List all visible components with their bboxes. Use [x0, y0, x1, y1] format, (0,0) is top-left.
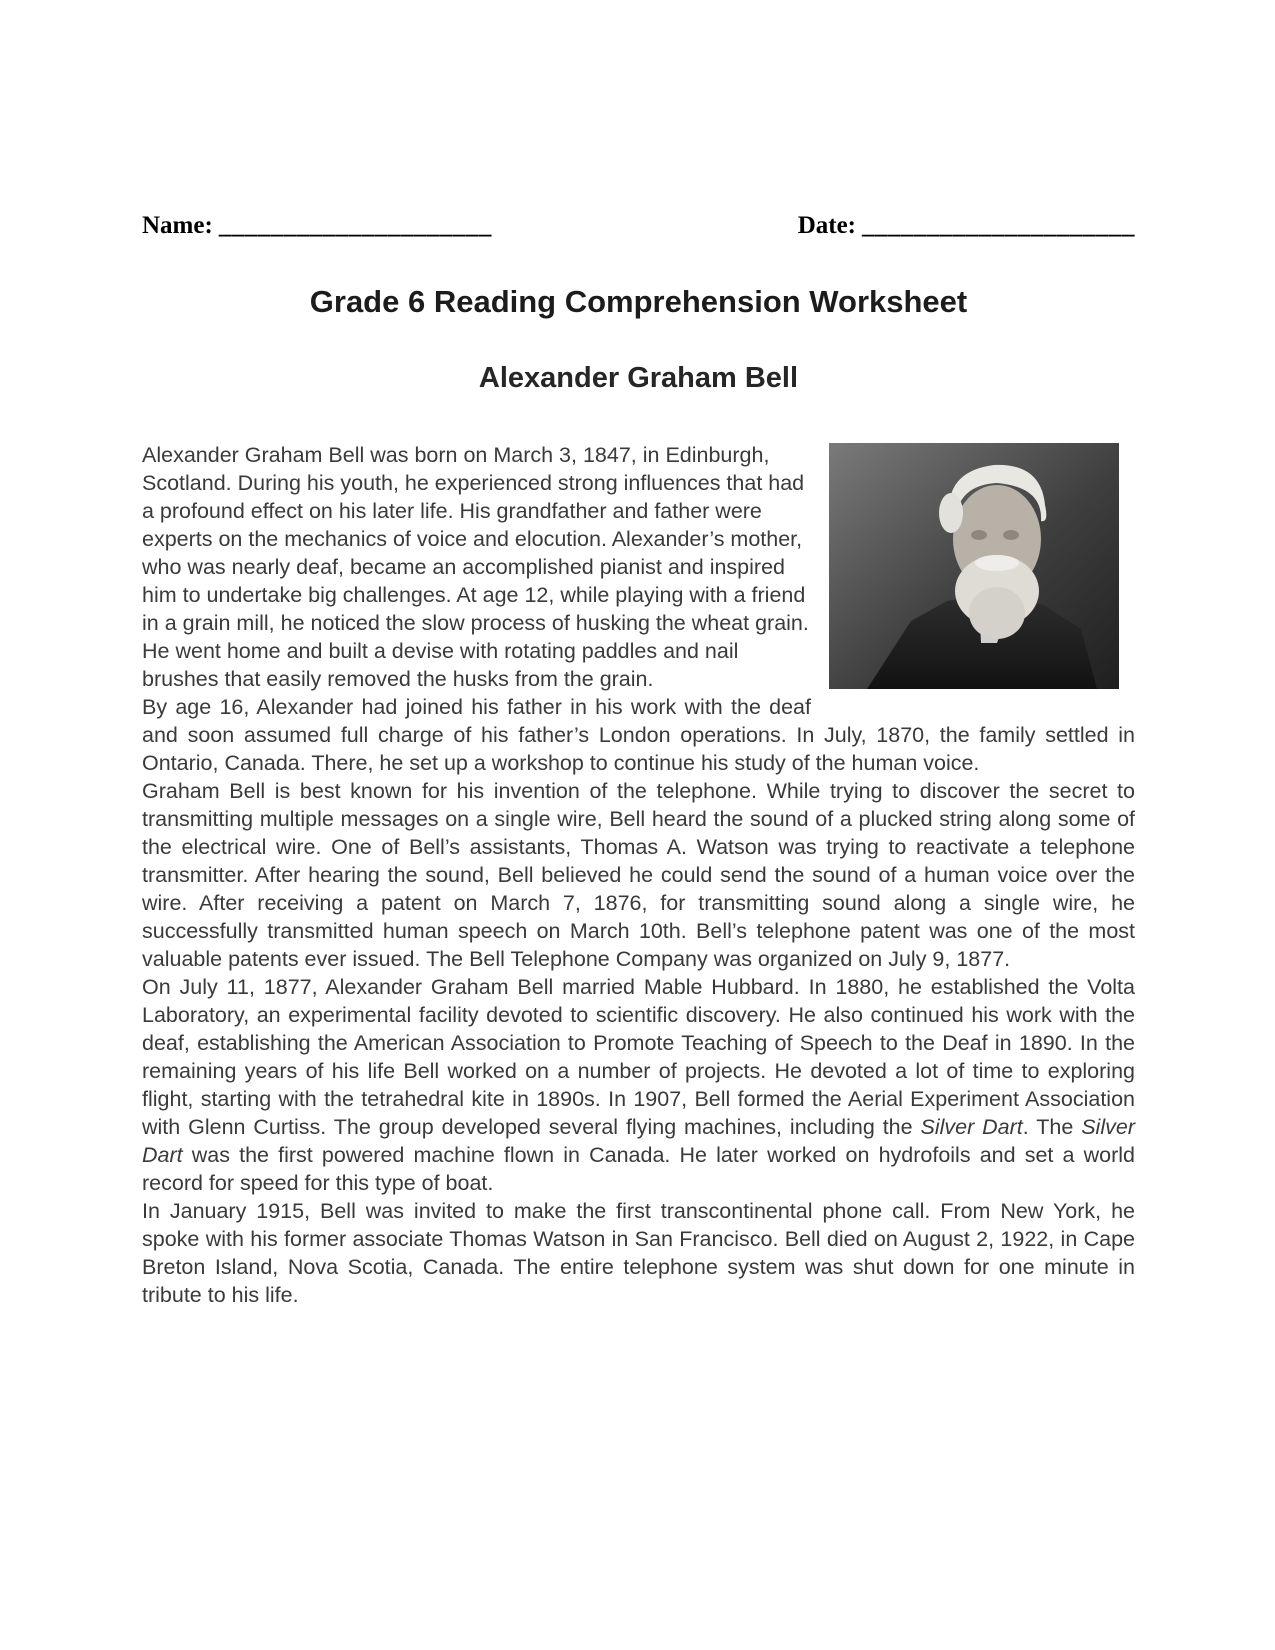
text-segment: . The	[1022, 1115, 1082, 1139]
paragraph	[142, 973, 1135, 1197]
portrait-illustration	[829, 443, 1119, 689]
article-body	[142, 441, 1135, 1309]
italic-text-segment: Silver Dart	[920, 1115, 1023, 1139]
paragraph	[142, 777, 1135, 973]
text-segment: In January 1915, Bell was invited to make the first transcontinental phone call. From New York, he spoke with his former associate Thomas Watson in San Francisco. Bell died on August 2, 1922, in Cape Breton Island, Nova Scotia, Canada. The entire telephone system was shut down for one minute in tribute to his life.	[142, 1199, 1135, 1307]
name-date-row	[142, 212, 1135, 240]
italic-text-segment: Silver Dart	[142, 1115, 1135, 1167]
date-label: Date:	[797, 212, 856, 239]
text-segment: On July 11, 1877, Alexander Graham Bell married Mable Hubbard. In 1880, he established the Volta Laboratory, an experimental facility devoted to scientific discovery. He also continued his work with the deaf, establishing the American Association to Promote Teaching of Speech to the Deaf in 1890. In the remaining years of his life Bell worked on a number of projects. He devoted a lot of time to exploring flight, starting with the tetrahedral kite in 1890s. In 1907, Bell formed the Aerial Experiment Association with Glenn Curtiss. The group developed several flying machines, including the	[142, 975, 1135, 1139]
bell-portrait-photo	[829, 443, 1119, 689]
worksheet-title: Grade 6 Reading Comprehension Worksheet	[309, 284, 968, 319]
text-segment: Alexander Graham Bell was born on March 3, 1847, in Edinburgh, Scotland. During his youth, he experienced strong influences that had a profound effect on his later life. His grandfather and father were experts on the mechanics of voice and elocution. Alexander’s mother, who was nearly deaf, became an accomplished pianist and inspired him to undertake big challenges. At age 12, while playing with a friend in a grain mill, he noticed the slow process of husking the wheat grain. He went home and built a devise with rotating paddles and nail brushes that easily removed the husks from the grain.	[142, 443, 809, 691]
name-label: Name:	[142, 212, 213, 239]
paragraph	[142, 693, 1135, 777]
name-field	[142, 212, 492, 240]
date-blank-line: _____________________	[862, 212, 1135, 239]
paragraph	[142, 1197, 1135, 1309]
article-subject-title: Alexander Graham Bell	[478, 362, 799, 394]
name-blank-line: _____________________	[218, 212, 492, 239]
text-segment: was the first powered machine flown in Canada. He later worked on hydrofoils and set a world record for speed for this type of boat.	[142, 1143, 1135, 1195]
text-segment: Graham Bell is best known for his invention of the telephone. While trying to discover the secret to transmitting multiple messages on a single wire, Bell heard the sound of a plucked string along some of the electrical wire. One of Bell’s assistants, Thomas A. Watson was trying to reactivate a telephone transmitter. After hearing the sound, Bell believed he could send the sound of a human voice over the wire. After receiving a patent on March 7, 1876, for transmitting sound along a single wire, he successfully transmitted human speech on March 10th. Bell’s telephone patent was one of the most valuable patents ever issued. The Bell Telephone Company was organized on July 9, 1877.	[142, 779, 1135, 971]
text-segment: By age 16, Alexander had joined his father in his work with the deaf and soon assumed full charge of his father’s London operations. In July, 1870, the family settled in Ontario, Canada. There, he set up a workshop to continue his study of the human voice.	[142, 695, 1135, 775]
date-field	[798, 212, 1135, 240]
